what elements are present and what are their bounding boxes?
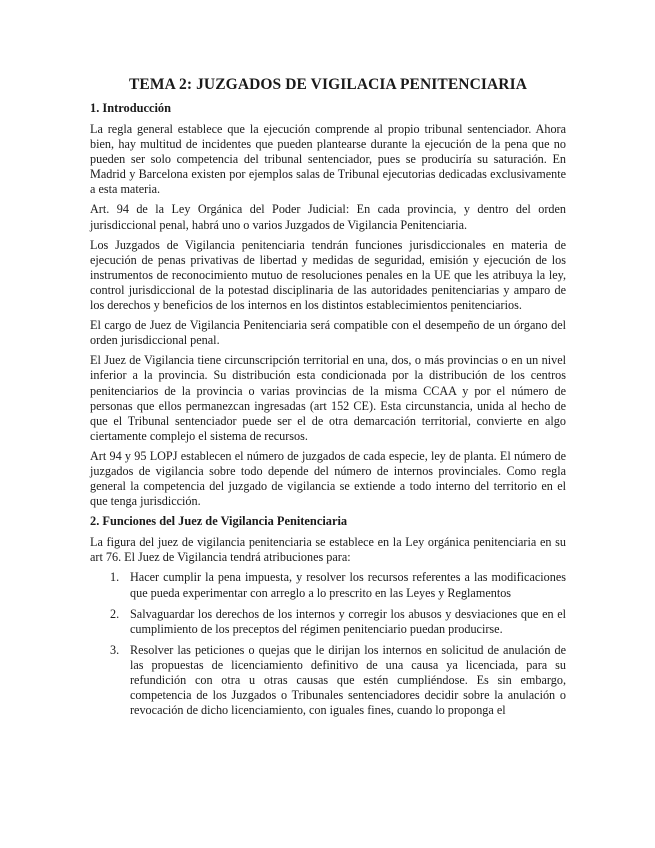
paragraph: El cargo de Juez de Vigilancia Penitenciaria será compatible con el desempeño de un órgano del orden jurisdiccional penal. <box>90 318 566 348</box>
list-item-number: 2. <box>110 606 120 621</box>
section-heading: 1. Introducción <box>90 101 172 115</box>
numbered-list <box>90 570 566 718</box>
list-item-number: 1. <box>110 570 120 585</box>
list-item <box>90 643 566 718</box>
paragraph: La regla general establece que la ejecución comprende al propio tribunal sentenciador. Ahora bien, hay multitud de incidentes que pueden plantearse durante la ejecución de la pena que no pueden ser solo competencia del tribunal sentenciador, pues se produciría su saturación. En Madrid y Barcelona existen por ejemplos salas de Tribunal ejecutorias dedicadas exclusivamente a esta materia. <box>90 122 566 197</box>
document-page <box>90 76 566 724</box>
paragraph: El Juez de Vigilancia tiene circunscripción territorial en una, dos, o más provincias o en un nivel inferior a la provincia. Su distribución esta condicionada por la distribución de los centros penitenciarios de la provincia o varias provincias de la misma CCAA y por el número de personas que ellos permanezcan ingresadas (art 152 CE). Esta circunstancia, unida al hecho de que el Tribunal sentenciador puede ser el de otra demarcación territorial, convierte en algo ciertamente complejo el sistema de recursos. <box>90 353 566 443</box>
paragraph: Art 94 y 95 LOPJ establecen el número de juzgados de cada especie, ley de planta. El número de juzgados de vigilancia sobre todo depende del número de internos provinciales. Como regla general la competencia del juzgado de vigilancia se extiende a todo interno del territorio en el que tenga jurisdicción. <box>90 448 566 509</box>
list-item-text: Resolver las peticiones o quejas que le dirijan los internos en solicitud de anulación de las propuestas de licenciamiento definitivo de una causa ya licenciada, para su refundición con otra u otras causas que estén cumpliéndose. Es sin embargo, competencia de los Juzgados o Tribunales sentenciadores decidir sobre la anulación o revocación de dicho licenciamiento, con iguales fines, cuando lo proponga el <box>130 642 566 718</box>
list-item <box>90 570 566 600</box>
list-item-number: 3. <box>110 642 120 657</box>
list-item <box>90 607 566 637</box>
list-item-text: Salvaguardar los derechos de los internos y corregir los abusos y desviaciones que en el cumplimiento de los preceptos del régimen penitenciario puedan producirse. <box>130 606 566 636</box>
paragraph: Los Juzgados de Vigilancia penitenciaria tendrán funciones jurisdiccionales en materia de ejecución de penas privativas de libertad y medidas de seguridad, emisión y ejecución de los instrumentos de reconocimiento mutuo de resoluciones penales en la UE que les atribuya la ley, control jurisdiccional de la potestad disciplinaria de las autoridades penitenciarias y amparo de los derechos y beneficios de los internos en los distintos establecimientos penitenciarios. <box>90 237 566 313</box>
section-heading: 2. Funciones del Juez de Vigilancia Penitenciaria <box>90 514 348 529</box>
paragraph: La figura del juez de vigilancia penitenciaria se establece en la Ley orgánica penitenciaria en su art 76. El Juez de Vigilancia tendrá atribuciones para: <box>90 535 566 565</box>
document-title: TEMA 2: JUZGADOS DE VIGILACIA PENITENCIARIA <box>128 76 528 93</box>
paragraph: Art. 94 de la Ley Orgánica del Poder Judicial: En cada provincia, y dentro del orden jurisdiccional penal, habrá uno o varios Juzgados de Vigilancia Penitenciaria. <box>90 202 566 232</box>
section-funciones <box>90 514 566 718</box>
section-introduccion <box>90 101 566 509</box>
list-item-text: Hacer cumplir la pena impuesta, y resolver los recursos referentes a las modificaciones que pueda experimentar con arreglo a lo prescrito en las Leyes y Reglamentos <box>130 570 566 600</box>
